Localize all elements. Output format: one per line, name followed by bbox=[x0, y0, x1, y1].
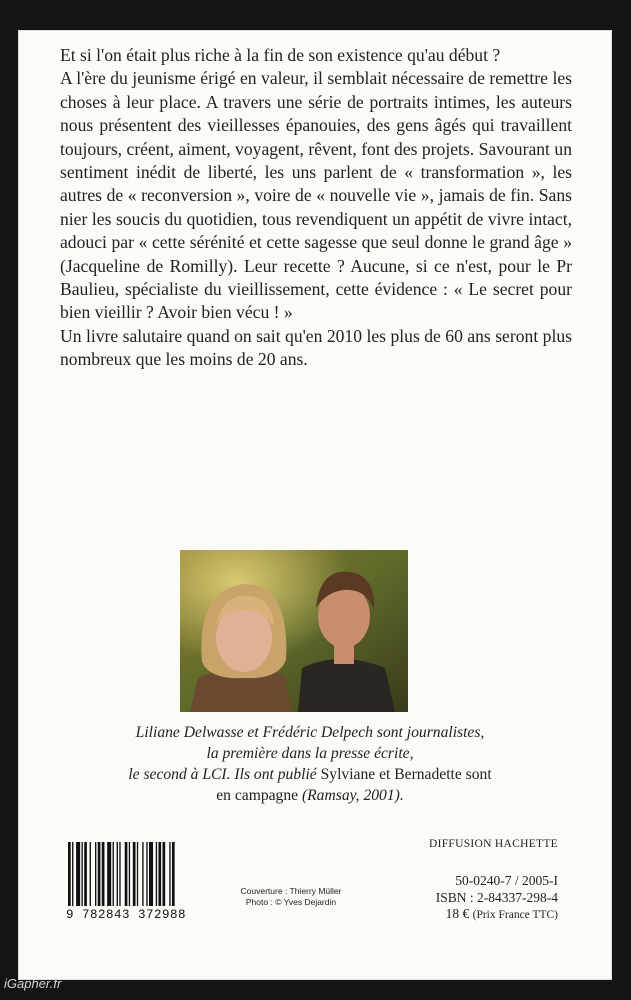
barcode-digits: 9 782843 372988 bbox=[66, 908, 187, 922]
isbn-number: ISBN : 2-84337-298-4 bbox=[435, 889, 558, 905]
authors-caption bbox=[40, 722, 580, 806]
blurb-paragraph-3: Un livre salutaire quand on sait qu'en 2010 les plus de 60 ans seront plus nombreux que les moins de 20 ans. bbox=[60, 325, 572, 370]
price-line bbox=[386, 906, 558, 924]
authors-photo bbox=[180, 550, 408, 712]
price-note: (Prix France TTC) bbox=[472, 909, 558, 921]
cover-credit: Couverture : Thierry Müller bbox=[240, 886, 342, 896]
caption-previous-title-a: Sylviane et Bernadette sont bbox=[320, 766, 492, 783]
cover-credits bbox=[236, 886, 346, 908]
caption-line-3a: le second à LCI. Ils ont publié bbox=[128, 766, 321, 783]
caption-line-2: la première dans la presse écrite, bbox=[206, 745, 414, 762]
barcode-bars bbox=[66, 842, 212, 906]
blurb-paragraph-2: A l'ère du jeunisme érigé en valeur, il semblait nécessaire de remettre les choses à leur place. A travers une série de portraits intimes, les auteurs nous présentent des vieillesses épanouies, des gens âgés qui travaillent toujours, créent, aiment, voyagent, rêvent, font des projets. Savourant un sentiment inédit de liberté, les uns parlent de « transformation », les autres de « reconversion », voire de « nouvelle vie », jamais de fin. Sans nier les soucis du quotidien, tous revendiquent un appétit de vivre intact, adouci par « cette sérénité et cette sagesse que seul donne le grand âge » (Jacqueline de Romilly). Leur recette ? Aucune, si ce n'est, pour le Pr Baulieu, spécialiste du vieillissement, cette évidence : « Le secret pour bien vieillir ? Avoir bien vécu ! » bbox=[60, 68, 572, 323]
caption-publisher: (Ramsay, 2001). bbox=[301, 787, 404, 804]
distribution-label: DIFFUSION HACHETTE bbox=[428, 838, 558, 850]
isbn-barcode bbox=[66, 842, 212, 922]
photo-credit: Photo : © Yves Dejardin bbox=[245, 897, 337, 907]
caption-line-1: Liliane Delwasse et Frédéric Delpech sont journalistes, bbox=[135, 724, 485, 741]
book-codes bbox=[386, 873, 558, 924]
authors-photo-image bbox=[180, 550, 408, 712]
price: 18 € bbox=[445, 906, 470, 921]
reference-code: 50-0240-7 / 2005-I bbox=[455, 873, 558, 888]
watermark: iGapher.fr bbox=[4, 976, 62, 991]
back-cover-blurb bbox=[60, 44, 572, 372]
blurb-paragraph-1: Et si l'on était plus riche à la fin de son existence qu'au début ? bbox=[60, 45, 501, 65]
caption-previous-title-b: en campagne bbox=[216, 787, 302, 804]
